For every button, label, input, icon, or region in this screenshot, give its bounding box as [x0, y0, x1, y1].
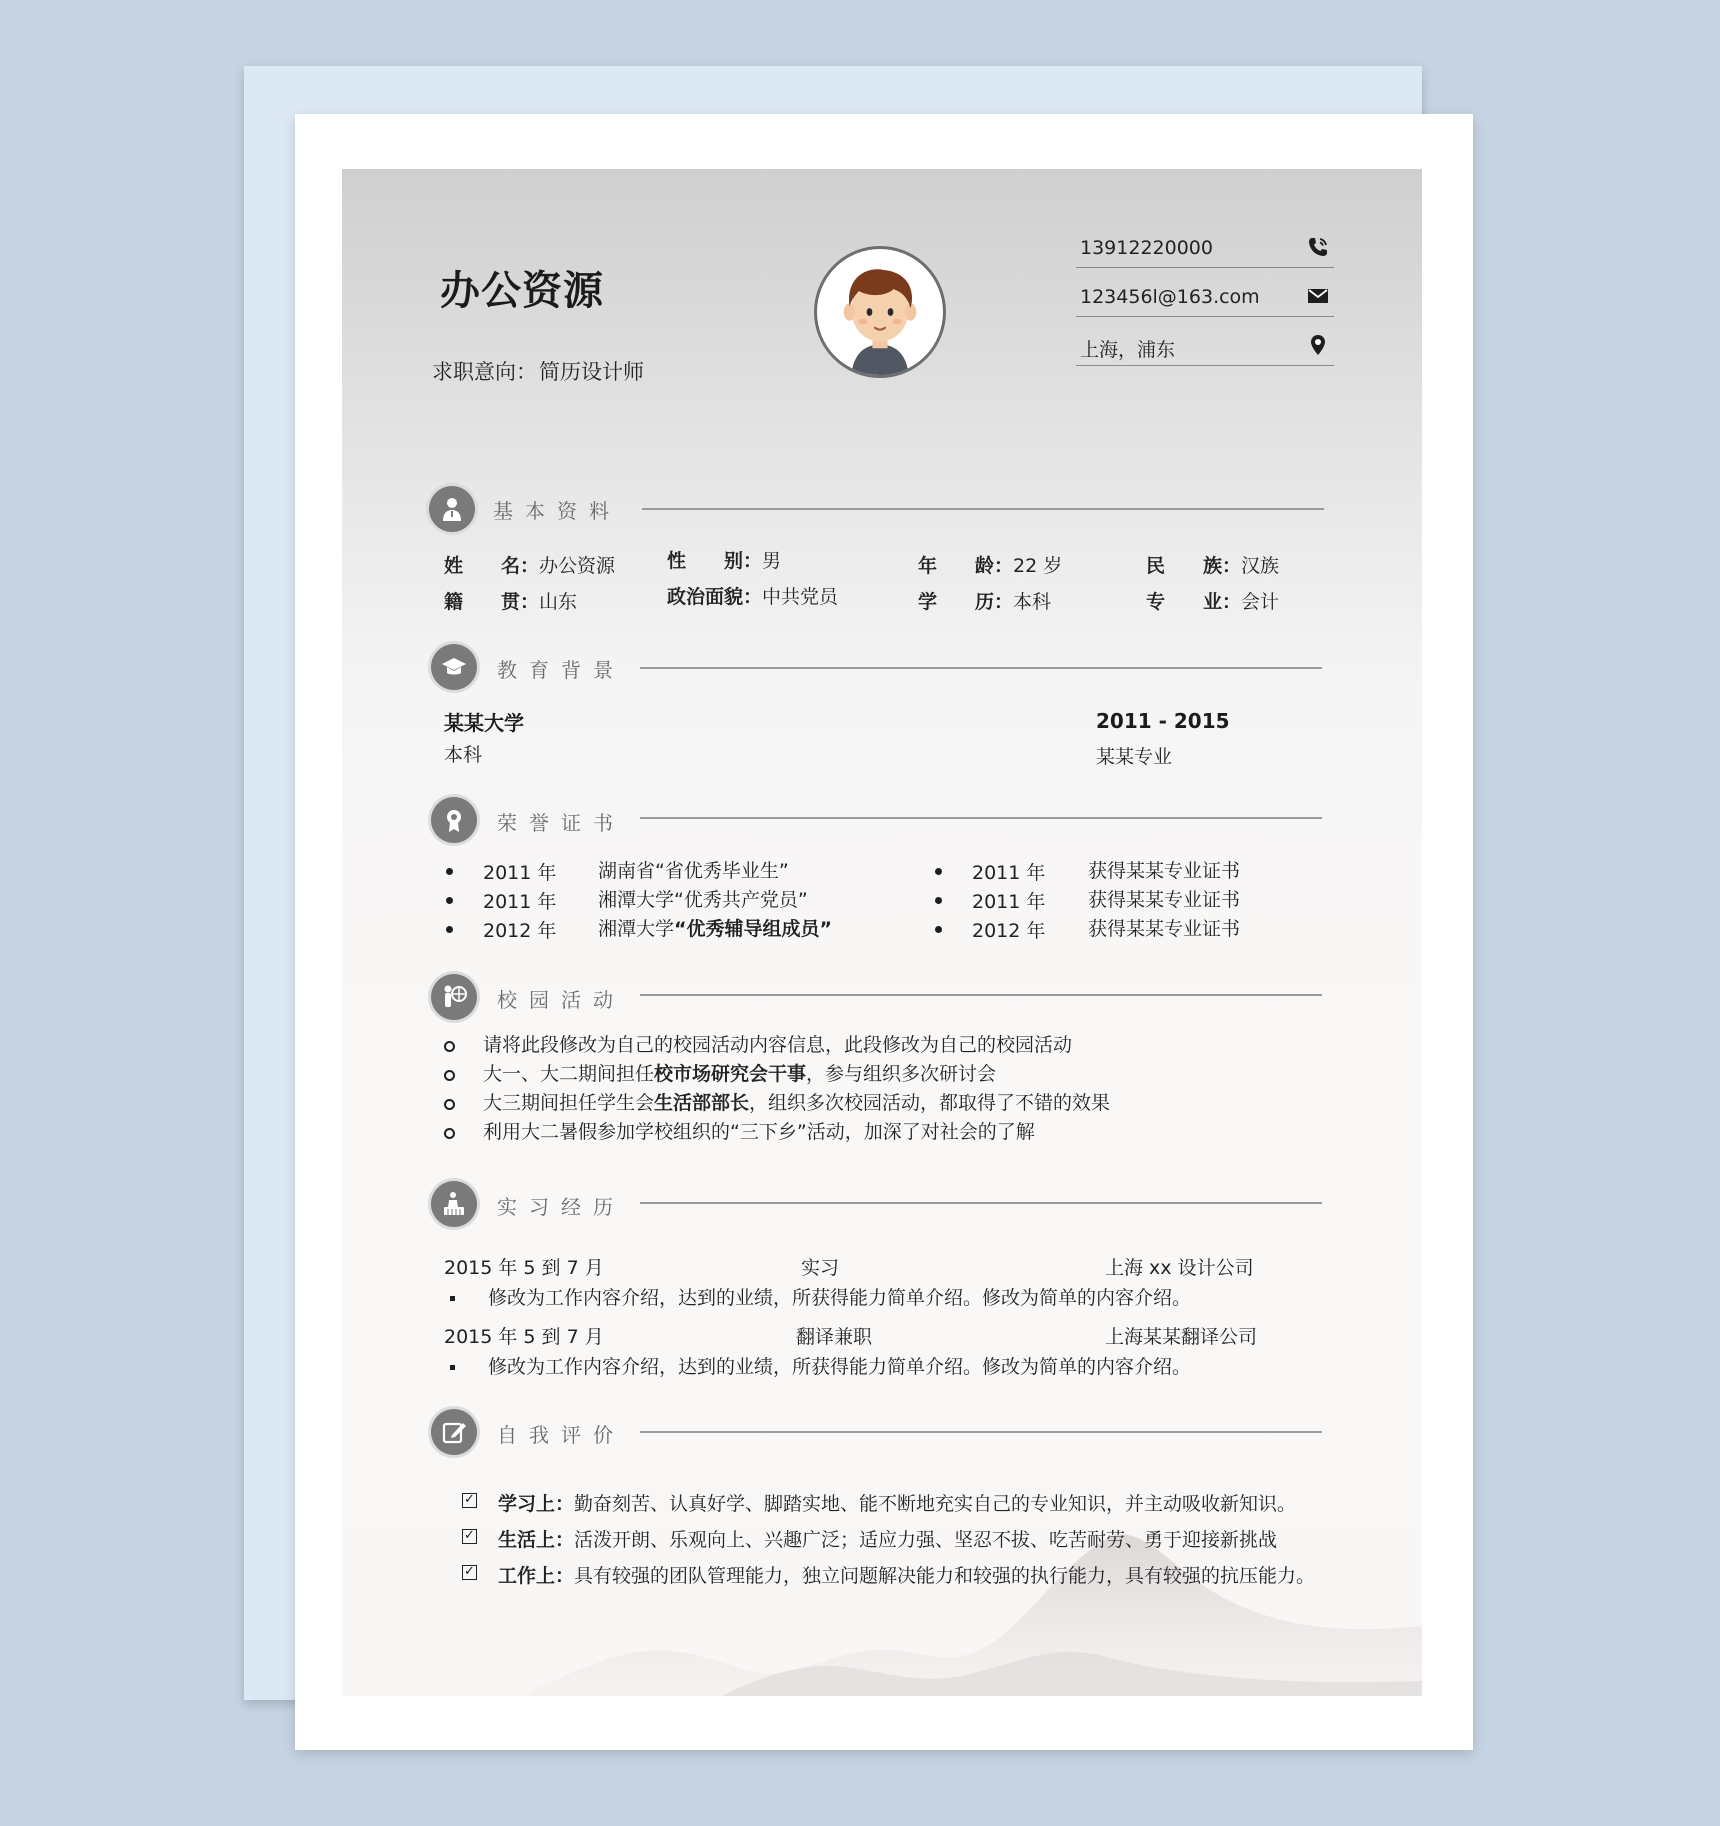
location-text: 上海，浦东 [1080, 339, 1176, 361]
contact-email [1076, 270, 1334, 317]
section-divider [640, 1431, 1322, 1433]
contact-location [1076, 319, 1334, 366]
phone-icon [1306, 235, 1330, 259]
field-native-label: 籍 贯： [444, 591, 540, 613]
field-gender [667, 546, 781, 573]
self-eval-text: 勤奋刻苦、认真好学、脚踏实地、能不断地充实自己的专业知识，并主动吸收新知识。 [574, 1493, 1297, 1515]
self-eval-label: 工作上： [498, 1565, 575, 1587]
edit-note-icon [431, 1409, 477, 1455]
cert-text: 获得某某专业证书 [1088, 860, 1241, 882]
campus-item-part: 利用大二暑假参加学校组织的“三下乡”活动，加深了对社会的了解 [483, 1121, 1035, 1143]
field-political-value: 中共党员 [762, 586, 839, 608]
cert-year: 2011 年 [972, 862, 1046, 884]
honor-text [598, 856, 789, 883]
education-period: 2011 - 2015 [1096, 709, 1230, 733]
internship-desc: 修改为工作内容介绍，达到的业绩，所获得能力简单介绍。修改为简单的内容介绍。 [488, 1287, 1192, 1309]
contact-phone [1076, 221, 1334, 268]
self-eval-item [498, 1561, 1315, 1588]
field-degree [918, 587, 1051, 614]
resume-page [342, 169, 1422, 1696]
internship-company: 上海 xx 设计公司 [1105, 1257, 1254, 1279]
honor-text-part: 湖南省“省优秀毕业生” [598, 860, 789, 882]
internship-role: 翻译兼职 [796, 1326, 873, 1348]
section-divider [640, 994, 1322, 996]
internship-role: 实习 [801, 1257, 840, 1279]
field-ethnic-value: 汉族 [1241, 555, 1280, 577]
section-title-campus: 校园活动 [497, 988, 625, 1012]
checkbox-checked-icon: ✓ [462, 1565, 477, 1580]
field-native-value: 山东 [539, 591, 578, 613]
field-name-value: 办公资源 [539, 555, 616, 577]
honor-text [598, 885, 808, 912]
school-name: 某某大学 [444, 711, 524, 735]
self-eval-label: 生活上： [498, 1529, 575, 1551]
field-name [444, 551, 615, 578]
campus-item [483, 1059, 996, 1086]
honor-text-part: 湘潭大学“优秀共产党员” [598, 889, 808, 911]
section-title-honors: 荣誉证书 [497, 811, 625, 835]
mail-icon [1306, 284, 1330, 308]
avatar [814, 246, 946, 378]
honor-year: 2011 年 [483, 891, 557, 913]
job-intent [432, 356, 644, 386]
bullet [446, 926, 453, 933]
self-eval-item [498, 1489, 1296, 1516]
self-eval-text: 活泼开朗、乐观向上、兴趣广泛；适应力强、坚忍不拔、吃苦耐劳、勇于迎接新挑战 [574, 1529, 1278, 1551]
field-age [918, 551, 1062, 578]
square-bullet [450, 1296, 455, 1301]
campus-activity-icon [431, 974, 477, 1020]
bullet [446, 897, 453, 904]
honor-year: 2011 年 [483, 862, 557, 884]
campus-item [483, 1088, 1110, 1115]
internship-company: 上海某某翻译公司 [1105, 1326, 1258, 1348]
checkbox-checked-icon: ✓ [462, 1493, 477, 1508]
field-age-label: 年 龄： [918, 555, 1014, 577]
campus-item-part: 大三期间担任学生会 [483, 1092, 655, 1114]
education-degree: 本科 [444, 744, 483, 766]
cartoon-boy-avatar [817, 249, 943, 375]
ring-bullet [444, 1128, 455, 1139]
campus-item-part: ，参与组织多次研讨会 [806, 1063, 997, 1085]
honor-text [598, 914, 832, 941]
field-ethnic [1146, 551, 1279, 578]
cert-year: 2012 年 [972, 920, 1046, 942]
honor-year: 2012 年 [483, 920, 557, 942]
campus-item [483, 1117, 1035, 1144]
section-title-internship: 实习经历 [497, 1195, 625, 1219]
bullet [935, 868, 942, 875]
bullet [935, 926, 942, 933]
section-divider [640, 1202, 1322, 1204]
field-gender-label: 性 别： [667, 550, 763, 572]
field-name-label: 姓 名： [444, 555, 540, 577]
ring-bullet [444, 1099, 455, 1110]
location-pin-icon [1306, 333, 1330, 357]
field-gender-value: 男 [762, 550, 782, 572]
field-political [667, 582, 838, 609]
field-native [444, 587, 577, 614]
checkbox-checked-icon: ✓ [462, 1529, 477, 1544]
field-degree-label: 学 历： [918, 591, 1014, 613]
award-ribbon-icon [431, 797, 477, 843]
section-title-education: 教育背景 [497, 658, 625, 682]
field-major [1146, 587, 1279, 614]
email-text: 123456l@163.com [1080, 286, 1260, 308]
section-divider [642, 508, 1324, 510]
self-eval-text: 具有较强的团队管理能力，独立问题解决能力和较强的执行能力，具有较强的抗压能力。 [574, 1565, 1316, 1587]
internship-desc: 修改为工作内容介绍，达到的业绩，所获得能力简单介绍。修改为简单的内容介绍。 [488, 1356, 1192, 1378]
honor-text-bold: “优秀辅导组成员” [674, 918, 832, 940]
candidate-name: 办公资源 [440, 268, 604, 314]
campus-item-part: ，组织多次校园活动，都取得了不错的效果 [749, 1092, 1111, 1114]
field-political-label: 政治面貌： [667, 586, 763, 608]
bullet [446, 868, 453, 875]
campus-item-part: 大一、大二期间担任 [483, 1063, 655, 1085]
cert-year: 2011 年 [972, 891, 1046, 913]
bullet [935, 897, 942, 904]
campus-item [483, 1030, 1072, 1057]
education-major: 某某专业 [1096, 746, 1173, 768]
person-icon [429, 486, 475, 532]
section-divider [640, 817, 1322, 819]
graduation-cap-icon [431, 644, 477, 690]
campus-item-part: 请将此段修改为自己的校园活动内容信息，此段修改为自己的校园活动 [483, 1034, 1073, 1056]
cert-text: 获得某某专业证书 [1088, 918, 1241, 940]
internship-icon [431, 1181, 477, 1227]
field-major-value: 会计 [1241, 591, 1280, 613]
internship-date: 2015 年 5 到 7 月 [444, 1257, 604, 1279]
self-eval-label: 学习上： [498, 1493, 575, 1515]
field-ethnic-label: 民 族： [1146, 555, 1242, 577]
campus-item-bold: 生活部部长 [654, 1092, 750, 1114]
job-intent-label: 求职意向： [432, 360, 537, 384]
cert-text: 获得某某专业证书 [1088, 889, 1241, 911]
self-eval-item [498, 1525, 1277, 1552]
phone-text: 13912220000 [1080, 237, 1213, 259]
ring-bullet [444, 1070, 455, 1081]
internship-date: 2015 年 5 到 7 月 [444, 1326, 604, 1348]
field-degree-value: 本科 [1013, 591, 1052, 613]
ring-bullet [444, 1041, 455, 1052]
section-title-self: 自我评价 [497, 1423, 625, 1447]
square-bullet [450, 1365, 455, 1370]
honor-text-part: 湘潭大学 [598, 918, 675, 940]
section-title-basic: 基本资料 [493, 499, 621, 523]
field-major-label: 专 业： [1146, 591, 1242, 613]
campus-item-bold: 校市场研究会干事 [654, 1063, 807, 1085]
job-intent-value: 简历设计师 [539, 360, 644, 384]
field-age-value: 22 岁 [1013, 555, 1063, 577]
section-divider [640, 667, 1322, 669]
